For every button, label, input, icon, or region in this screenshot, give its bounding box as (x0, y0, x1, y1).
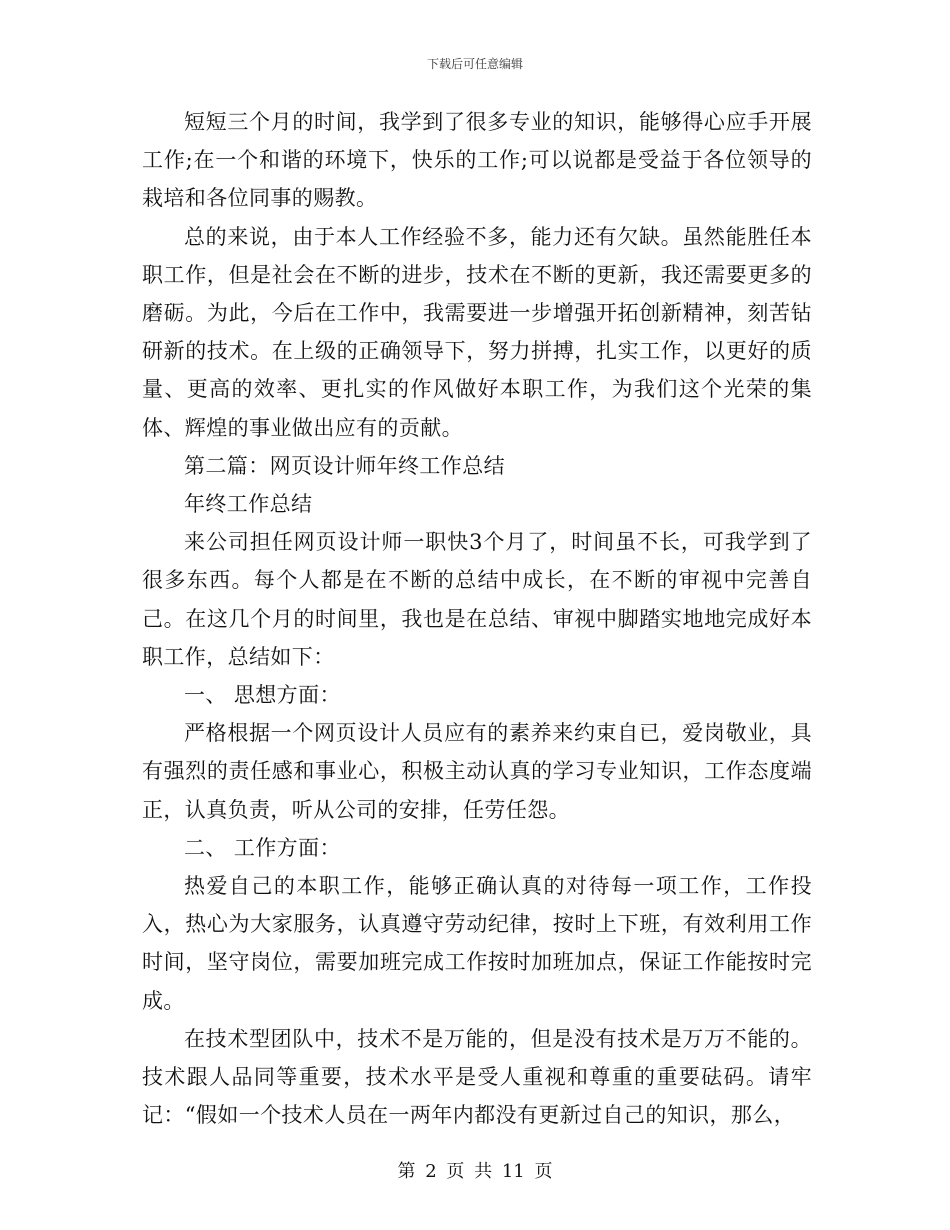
paragraph: 短短三个月的时间，我学到了很多专业的知识，能够得心应手开展工作;在一个和谐的环境下，快乐的工作;可以说都是受益于各位领导的栽培和各位同事的赐教。 (142, 110, 812, 211)
paragraph: 热爱自己的本职工作，能够正确认真的对待每一项工作，工作投入，热心为大家服务，认真遵守劳动纪律，按时上下班，有效利用工作时间，坚守岗位，需要加班完成工作按时加班加点，保证工作能按时完成。 (142, 874, 812, 1013)
page-number-footer: 第 2 页 共 11 页 (397, 1161, 553, 1182)
paragraph: 来公司担任网页设计师一职快3个月了，时间虽不长，可我学到了很多东西。每个人都是在不断的总结中成长，在不断的审视中完善自己。在这几个月的时间里，我也是在总结、审视中脚踏实地地完成好本职工作，总结如下： (142, 530, 812, 669)
paragraph: 总的来说，由于本人工作经验不多，能力还有欠缺。虽然能胜任本职工作，但是社会在不断的进步，技术在不断的更新，我还需要更多的磨砺。为此，今后在工作中，我需要进一步增强开拓创新精神，刻苦钻研新的技术。在上级的正确领导下，努力拼搏，扎实工作，以更好的质量、更高的效率、更扎实的作风做好本职工作，为我们这个光荣的集体、辉煌的事业做出应有的贡献。 (142, 224, 812, 440)
list-heading: 二、 工作方面： (184, 835, 341, 860)
paragraph: 严格根据一个网页设计人员应有的素养来约束自已，爱岗敬业，具有强烈的责任感和事业心，积极主动认真的学习专业知识，工作态度端正，认真负责，听从公司的安排，任劳任怨。 (142, 721, 812, 822)
page-header-note: 下载后可任意编辑 (426, 57, 523, 71)
list-heading: 一、 思想方面： (184, 683, 341, 708)
paragraph: 在技术型团队中，技术不是万能的，但是没有技术是万万不能的。技术跟人品同等重要，技术水平是受人重视和尊重的重要砝码。请牢记：“假如一个技术人员在一两年内都没有更新过自己的知识，那么， (142, 1026, 812, 1128)
document-body (142, 103, 812, 1134)
section-heading: 第二篇：网页设计师年终工作总结 (184, 453, 505, 478)
section-subheading: 年终工作总结 (184, 492, 313, 517)
